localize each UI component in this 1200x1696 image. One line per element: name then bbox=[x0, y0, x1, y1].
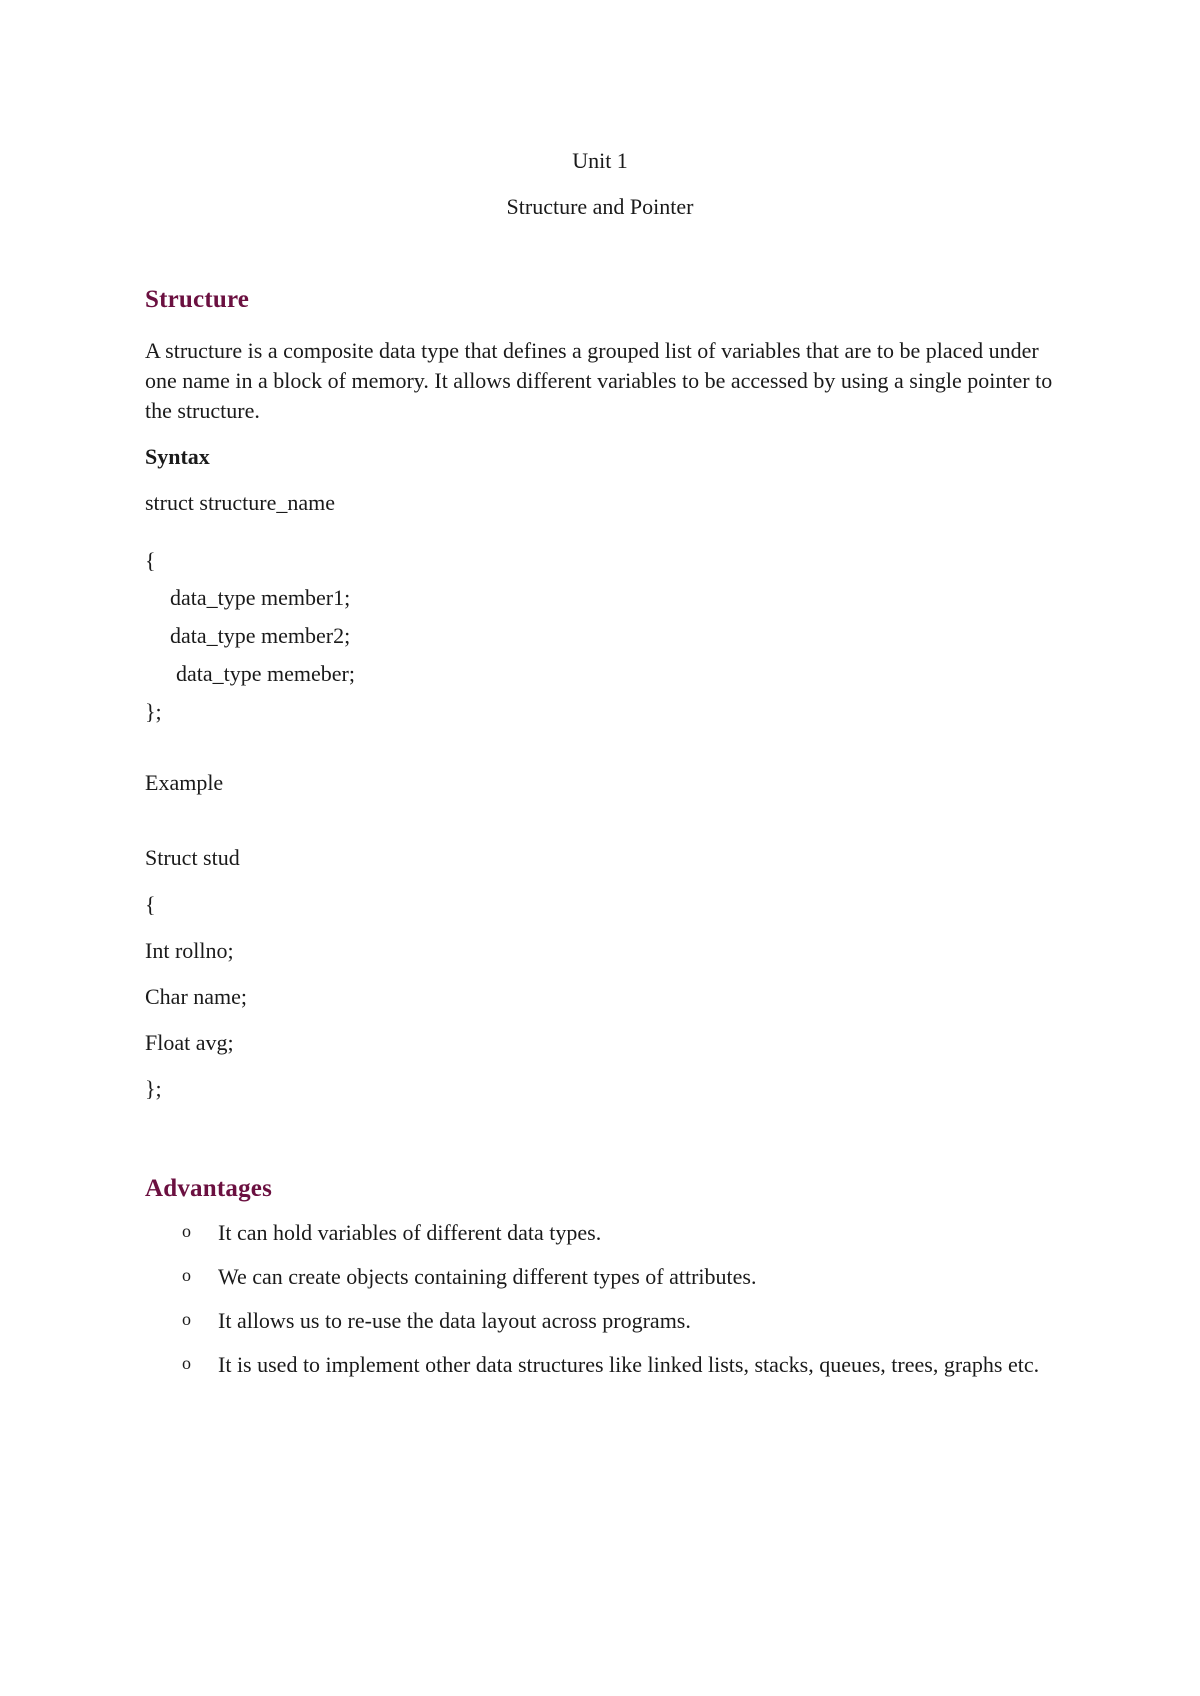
advantage-text: We can create objects containing different types of attributes. bbox=[218, 1264, 757, 1289]
syntax-line: data_type memeber; bbox=[176, 661, 355, 686]
bullet-marker: o bbox=[182, 1353, 191, 1373]
example-line: Struct stud bbox=[145, 845, 240, 870]
bullet-marker: o bbox=[182, 1221, 191, 1241]
bullet-marker: o bbox=[182, 1265, 191, 1285]
syntax-label: Syntax bbox=[145, 444, 210, 469]
advantages-heading: Advantages bbox=[145, 1175, 273, 1202]
syntax-line: data_type member1; bbox=[170, 585, 351, 610]
example-line: Float avg; bbox=[145, 1030, 234, 1055]
syntax-line: struct structure_name bbox=[145, 490, 335, 515]
example-line: Int rollno; bbox=[145, 938, 234, 963]
structure-definition: A structure is a composite data type that defines a grouped list of variables that are to be placed under one name in a block of memory. It allows different variables to be accessed by using a single pointer to the structure. bbox=[145, 338, 1053, 423]
bullet-marker: o bbox=[182, 1309, 191, 1329]
example-line: Char name; bbox=[145, 984, 248, 1009]
example-line: { bbox=[145, 892, 156, 917]
example-line: }; bbox=[145, 1076, 162, 1101]
example-label: Example bbox=[145, 770, 224, 795]
structure-heading: Structure bbox=[145, 286, 250, 313]
syntax-line: }; bbox=[145, 699, 162, 724]
syntax-line: { bbox=[145, 548, 156, 573]
advantage-text: It allows us to re-use the data layout across programs. bbox=[218, 1308, 691, 1333]
document-subtitle: Structure and Pointer bbox=[506, 194, 694, 219]
syntax-line: data_type member2; bbox=[170, 623, 351, 648]
advantage-text: It is used to implement other data structures like linked lists, stacks, queues, trees, graphs etc. bbox=[218, 1352, 1040, 1377]
unit-title: Unit 1 bbox=[572, 148, 628, 173]
advantage-text: It can hold variables of different data types. bbox=[218, 1220, 602, 1245]
